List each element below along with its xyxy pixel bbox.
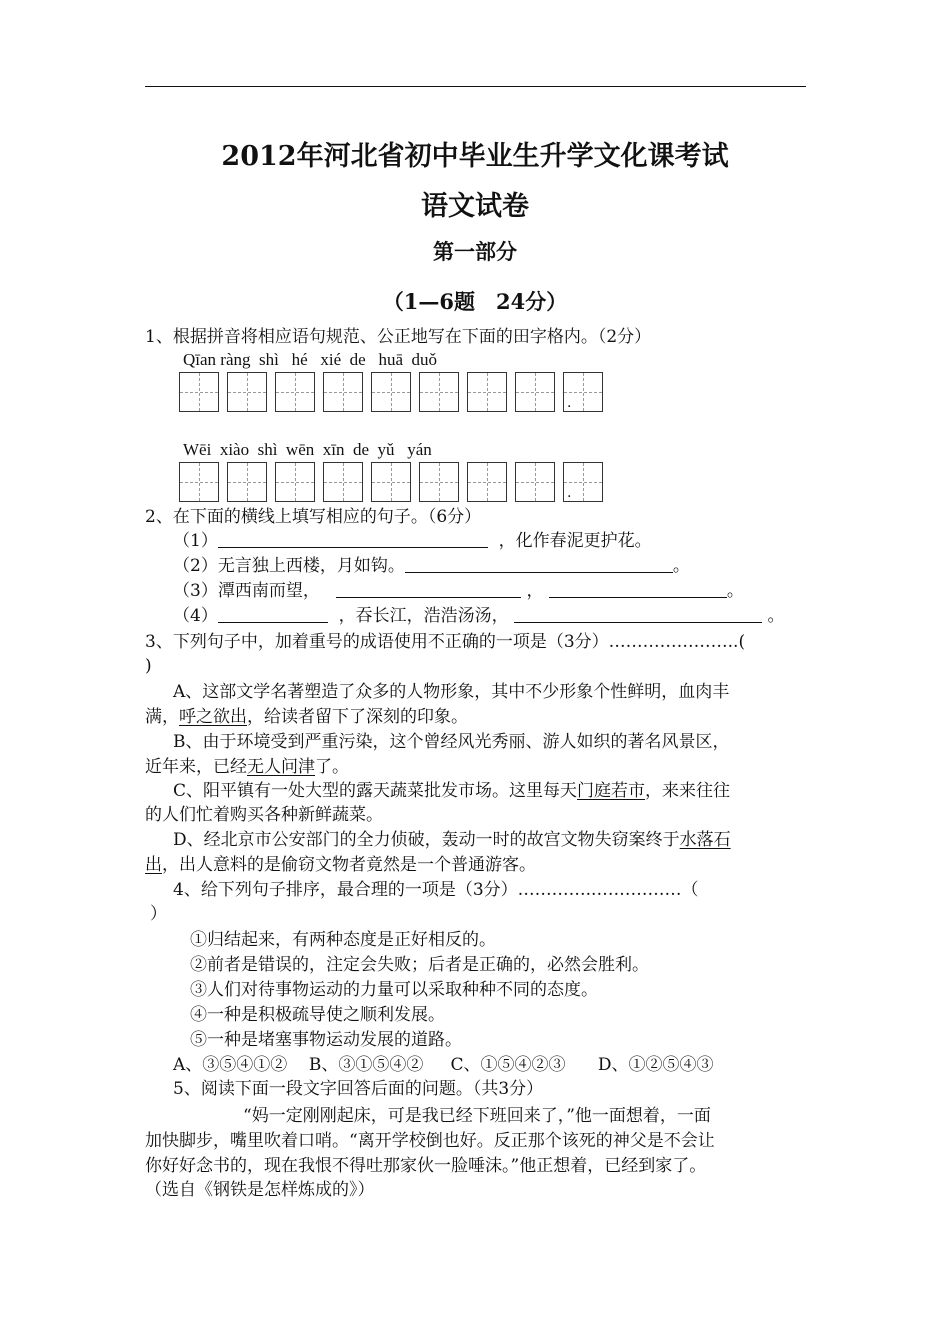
grid-cell[interactable] [419,372,459,412]
q4-stem: 4、给下列句子排序，最合理的一项是（3分）…………..……………（ [173,880,699,900]
q3-a-pre: 满， [145,707,179,727]
answer-blank[interactable] [514,604,762,623]
q2-l4-mid: ，吞长江，浩浩汤汤， [338,606,509,626]
q3-option-c-line2: 的人们忙着购买各种新鲜蔬菜。 [145,805,383,825]
q4-sentence-2: ②前者是错误的，注定会失败；后者是正确的，必然会胜利。 [190,955,649,975]
grid-cell[interactable] [179,462,219,502]
q2-l1-suffix: ，化作春泥更护花。 [498,531,652,551]
q2-line-1 [173,529,652,553]
q1-pinyin-1: Qīan ràng shì hé xié de huā duǒ [183,350,437,369]
answer-blank[interactable] [405,554,673,573]
q5-passage-line3: 你好好念书的，现在我恨不得吐那家伙一脸唾沫。”他正想着，已经到家了。 [145,1156,707,1176]
q2-l4-end: 。 [767,606,785,626]
answer-blank[interactable] [549,579,727,598]
q3-d-pre: D、经北京市公安部门的全力侦破，轰动一时的故宫文物失窃案终于 [173,830,680,850]
grid-cell[interactable] [515,372,555,412]
grid-cell[interactable] [227,462,267,502]
q3-option-a-line2 [145,705,468,729]
q2-l2-text: （2）无言独上西楼，月如钩。 [173,556,405,576]
grid-cell[interactable] [467,462,507,502]
q4-option-d[interactable]: D、①②⑤④③ [597,1055,714,1075]
q3-d-idiom-a: 水落石 [679,830,731,850]
grid-cell[interactable] [371,462,411,502]
q4-option-b[interactable]: B、③①⑤④② [308,1055,424,1075]
q4-sentence-4: ④一种是积极疏导使之顺利发展。 [190,1005,445,1025]
q2-l3-mid: ， [526,581,544,601]
q3-d-post: ，出人意料的是偷窃文物者竟然是一个普通游客。 [162,855,536,875]
q3-c-post: ，来来往往 [645,781,731,801]
q3-b-post: 了。 [315,757,349,777]
q3-c-idiom: 门庭若市 [577,781,646,801]
exam-subtitle: 语文试卷 [421,191,529,222]
part-heading: 第一部分 [433,239,517,264]
grid-cell-last[interactable] [563,372,603,412]
grid-cell[interactable] [179,372,219,412]
q3-a-post: ，给读者留下了深刻的印象。 [247,707,468,727]
grid-cell-last[interactable] [563,462,603,502]
grid-cell[interactable] [419,462,459,502]
q4-stem-close: ） [150,904,167,924]
q3-stem-close: ) [145,656,152,676]
q5-source: （选自《钢铁是怎样炼成的》） [145,1180,375,1200]
q4-sentence-5: ⑤一种是堵塞事物运动发展的道路。 [190,1030,462,1050]
q3-d-idiom-b: 出 [145,855,162,875]
q3-option-a-line1: A、这部文学名著塑造了众多的人物形象，其中不少形象个性鲜明，血肉丰 [173,682,730,702]
q1-pinyin-2: Wēi xiào shì wēn xīn de yǔ yán [183,440,432,459]
period-mark: . [567,395,572,411]
q3-option-d-line2 [145,853,536,877]
question-range: （1—6题 24分） [382,289,568,314]
exam-title: 2012年河北省初中毕业生升学文化课考试 [221,141,729,172]
q3-b-pre: 近年来，已经 [145,757,247,777]
q4-option-a[interactable]: A、③⑤④①② [173,1055,288,1075]
q2-l3-end: 。 [726,581,744,601]
q4-sentence-3: ③人们对待事物运动的力量可以采取种种不同的态度。 [190,980,598,1000]
q2-l3-prefix: （3）潭西南而望， [173,581,320,601]
grid-cell[interactable] [371,372,411,412]
answer-blank[interactable] [336,579,521,598]
q5-passage-line1: “妈一定刚刚起床，可是我已经下班回来了，”他一面想着，一面 [243,1106,711,1126]
q2-line-3 [173,579,744,603]
grid-cell[interactable] [227,372,267,412]
q2-stem: 2、在下面的横线上填写相应的句子。（6分） [145,507,482,527]
q3-a-idiom: 呼之欲出 [179,707,247,727]
q2-l1-prefix: （1） [173,531,218,551]
q5-passage-line2: 加快脚步，嘴里吹着口哨。“离开学校倒也好。反正那个该死的神父是不会让 [145,1131,715,1151]
q3-c-pre: C、阳平镇有一处大型的露天蔬菜批发市场。这里每天 [173,781,578,801]
q2-l2-end: 。 [672,556,690,576]
q4-option-c[interactable]: C、①⑤④②③ [450,1055,566,1075]
q3-stem: 3、下列句子中，加着重号的成语使用不正确的一项是（3分）…………………..( [145,632,746,652]
grid-cell[interactable] [467,372,507,412]
period-mark: . [567,485,572,501]
grid-cell[interactable] [275,372,315,412]
grid-cell[interactable] [323,372,363,412]
q3-option-b-line2 [145,755,349,779]
q2-line-4 [173,604,784,628]
answer-blank[interactable] [218,604,328,623]
grid-cell[interactable] [275,462,315,502]
q4-options [173,1053,714,1077]
grid-cell[interactable] [515,462,555,502]
grid-cell[interactable] [323,462,363,502]
q3-b-idiom: 无人问津 [247,757,315,777]
top-rule [145,86,806,87]
q1-stem: 1、根据拼音将相应语句规范、公正地写在下面的田字格内。（2分） [145,327,652,347]
q2-line-2 [173,554,690,578]
q4-sentence-1: ①归结起来，有两种态度是正好相反的。 [190,930,496,950]
q3-option-d-line1 [173,828,731,852]
q2-l4-prefix: （4） [173,606,218,626]
q3-option-c-line1 [173,779,730,803]
q3-option-b-line1: B、由于环境受到严重污染，这个曾经风光秀丽、游人如织的著名风景区， [173,732,730,752]
answer-blank[interactable] [218,529,488,548]
q5-stem: 5、阅读下面一段文字回答后面的问题。（共3分） [173,1079,544,1099]
